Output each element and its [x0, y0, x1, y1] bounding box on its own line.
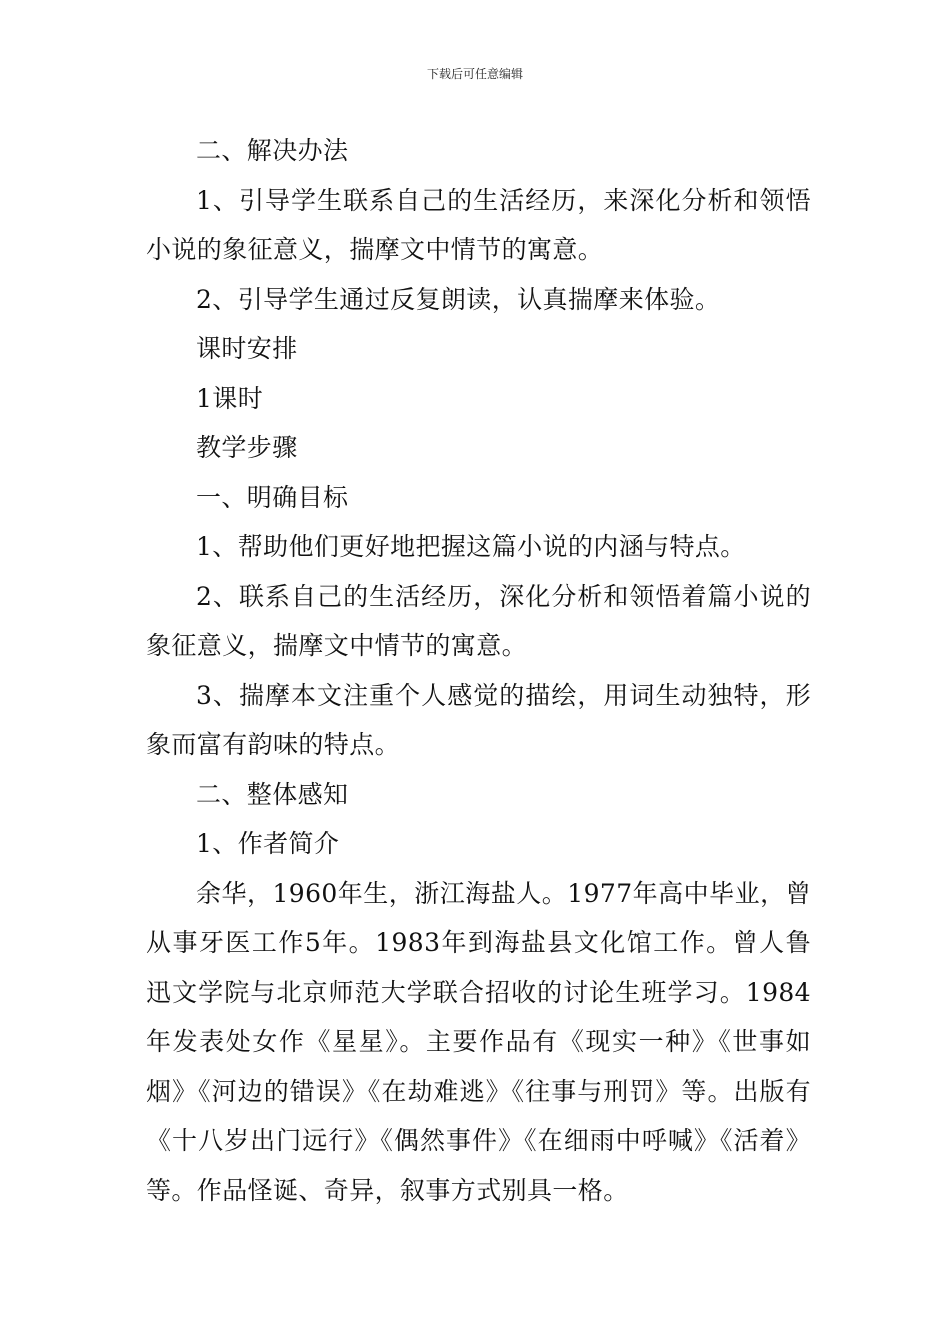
goal-item-3: 3、揣摩本文注重个人感觉的描绘，用词生动独特，形象而富有韵味的特点。 — [146, 680, 811, 759]
section-heading-solutions: 二、解决办法 — [196, 136, 349, 165]
step-heading-overview: 二、整体感知 — [196, 779, 349, 809]
solution-item-2: 2、引导学生通过反复朗读，认真揣摩来体验。 — [196, 284, 721, 314]
goal-item-2: 2、联系自己的生活经历，深化分析和领悟着篇小说的象征意义，揣摩文中情节的寓意。 — [146, 581, 811, 660]
section-heading-schedule: 课时安排 — [196, 334, 298, 363]
page-header: 下载后可任意编辑 — [426, 67, 523, 81]
document-body — [146, 126, 811, 1215]
section-heading-steps: 教学步骤 — [196, 433, 298, 462]
subheading-author-intro: 1、作者简介 — [196, 829, 340, 858]
schedule-value: 1课时 — [196, 383, 264, 413]
author-intro-text: 余华，1960年生，浙江海盐人。1977年高中毕业，曾从事牙医工作5年。1983年到海盐县文化馆工作。曾人鲁迅文学院与北京师范大学联合招收的讨论生班学习。1984年发表处女作《星星》。主要作品有《现实一种》《世事如烟》《河边的错误》《在劫难逃》《往事与刑罚》等。出版有《十八岁出门远行》《偶然事件》《在细雨中呼喊》《活着》等。作品怪诞、奇异，叙事方式别具一格。 — [146, 878, 811, 1205]
solution-item-1: 1、引导学生联系自己的生活经历，来深化分析和领悟小说的象征意义，揣摩文中情节的寓意。 — [146, 185, 811, 264]
goal-item-1: 1、帮助他们更好地把握这篇小说的内涵与特点。 — [196, 532, 746, 561]
step-heading-goals: 一、明确目标 — [196, 482, 349, 512]
